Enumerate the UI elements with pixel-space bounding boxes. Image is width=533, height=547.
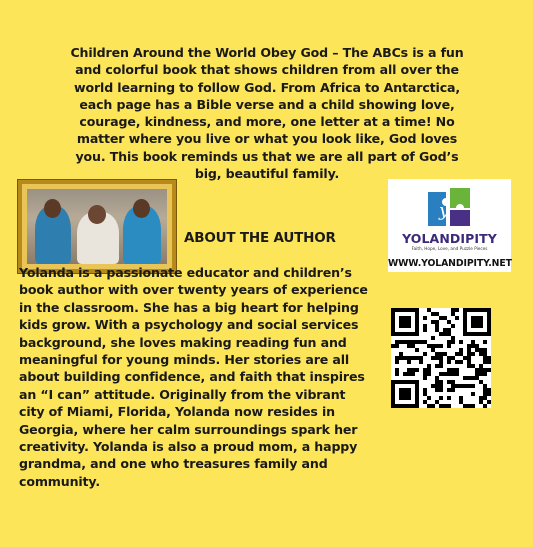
author-bio: Yolanda is a passionate educator and children’s book author with over twenty years of experience in the classroom. She has a big heart for helping kids grow. With a psychology and social services background, she loves making reading fun and meaningful for young minds. Her stories are all about building confidence, and faith that inspires an “I can” attitude. Originally from the vibrant city of Miami, Florida, Yolanda now resides in Georgia, where her calm surroundings spark her creativity. Yolanda is also a proud mom, a happy grandma, and one who treasures family and community.	[19, 265, 368, 489]
website-url: WWW.YOLANDIPITY.NET	[388, 258, 512, 269]
logo-name: YOLANDIPITY	[402, 231, 497, 246]
qr-code	[391, 308, 491, 408]
author-photo-frame	[18, 180, 176, 273]
author-photo	[27, 189, 167, 264]
svg-text:y: y	[439, 200, 450, 221]
puzzle-logo-icon	[426, 186, 472, 228]
qr-code-icon	[391, 308, 491, 408]
book-description: Children Around the World Obey God – The ABCs is a fun and colorful book that shows children from all over the world learning to follow God. From Africa to Antarctica, each page has a Bible verse and a child showing love, courage, kindness, and more, one letter at a time! No matter where you live or what you look like, God loves you. This book reminds us that we are all part of God’s big, beautiful family.	[70, 45, 464, 182]
yolandipity-logo	[388, 179, 511, 272]
logo-tagline: Faith, Hope, Love, and Puzzle Pieces	[411, 246, 488, 251]
about-author-heading: ABOUT THE AUTHOR	[184, 230, 336, 246]
